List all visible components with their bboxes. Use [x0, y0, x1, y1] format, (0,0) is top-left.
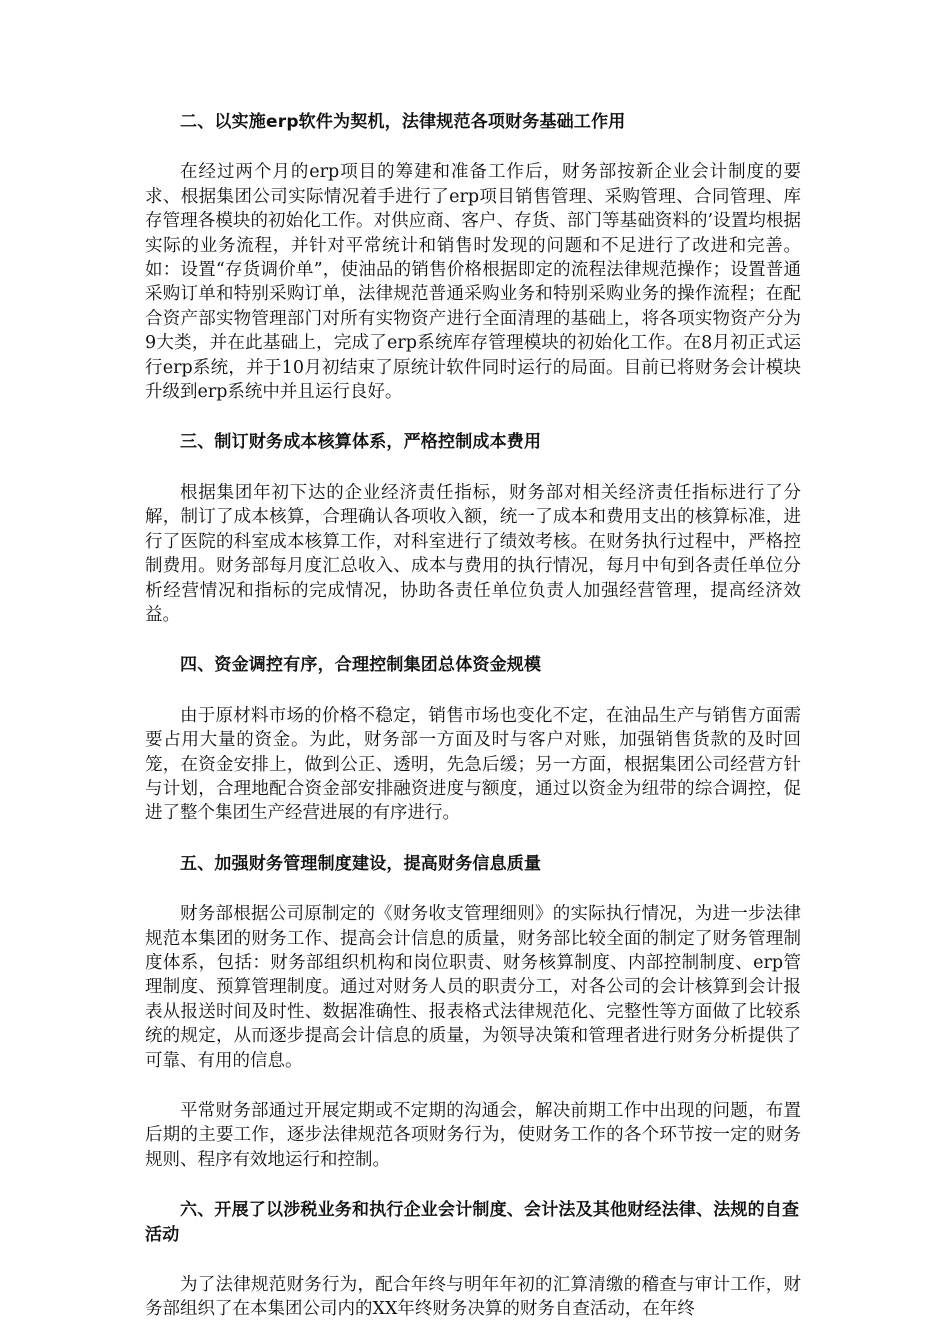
- section-paragraph: 根据集团年初下达的企业经济责任指标，财务部对相关经济责任指标进行了分解，制订了成本核算，合理确认各项收入额，统一了成本和费用支出的核算标准，进行了医院的科室成本核算工作，对科室进行了绩效考核。在财务执行过程中，严格控制费用。财务部每月度汇总收入、成本与费用的执行情况，每月中旬到各责任单位分析经营情况和指标的完成情况，协助各责任单位负责人加强经营管理，提高经济效益。: [145, 482, 801, 625]
- section-paragraph: 平常财务部通过开展定期或不定期的沟通会，解决前期工作中出现的问题，布置后期的主要工作，逐步法律规范各项财务行为，使财务工作的各个环节按一定的财务规则、程序有效地运行和控制。: [145, 1101, 801, 1170]
- section-paragraph: 在经过两个月的erp项目的筹建和准备工作后，财务部按新企业会计制度的要求、根据集团公司实际情况着手进行了erp项目销售管理、采购管理、合同管理、库存管理各模块的初始化工作。对供应商、客户、存货、部门等基础资料的’设置均根据实际的业务流程，并针对平常统计和销售时发现的问题和不足进行了改进和完善。如：设置“存货调价单”，使油品的销售价格根据即定的流程法律规范操作；设置普通采购订单和特别采购订单，法律规范普通采购业务和特别采购业务的操作流程；在配合资产部实物管理部门对所有实物资产进行全面清理的基础上，将各项实物资产分为9大类，并在此基础上，完成了erp系统库存管理模块的初始化工作。在8月初正式运行erp系统，并于10月初结束了原统计软件同时运行的局面。目前已将财务会计模块升级到erp系统中并且运行良好。: [145, 162, 801, 403]
- section-heading: 五、加强财务管理制度建设，提高财务信息质量: [180, 853, 542, 874]
- section-paragraph: 为了法律规范财务行为，配合年终与明年年初的汇算清缴的稽查与审计工作，财务部组织了在本集团公司内的XX年终财务决算的财务自查活动，在年终: [145, 1275, 801, 1320]
- section-heading: 六、开展了以涉税业务和执行企业会计制度、会计法及其他财经法律、法规的自查活动: [145, 1200, 800, 1245]
- document-body: [145, 110, 801, 1322]
- section-paragraph: 由于原材料市场的价格不稳定，销售市场也变化不定，在油品生产与销售方面需要占用大量的资金。为此，财务部一方面及时与客户对账，加强销售货款的及时回笼，在资金安排上，做到公正、透明，先急后缓；另一方面，根据集团公司经营方针与计划，合理地配合资金部安排融资进度与额度，通过以资金为纽带的综合调控，促进了整个集团生产经营进展的有序进行。: [145, 705, 801, 824]
- section-heading: 二、以实施erp软件为契机，法律规范各项财务基础工作用: [180, 112, 626, 132]
- section-paragraph: 财务部根据公司原制定的《财务收支管理细则》的实际执行情况，为进一步法律规范本集团的财务工作、提高会计信息的质量，财务部比较全面的制定了财务管理制度体系，包括：财务部组织机构和岗位职责、财务核算制度、内部控制制度、erp管理制度、预算管理制度。通过对财务人员的职责分工，对各公司的会计核算到会计报表从报送时间及时性、数据准确性、报表格式法律规范化、完整性等方面做了比较系统的规定，从而逐步提高会计信息的质量，为领导决策和管理者进行财务分析提供了可靠、有用的信息。: [145, 904, 801, 1071]
- section-heading: 三、制订财务成本核算体系，严格控制成本费用: [180, 432, 542, 453]
- section-heading: 四、资金调控有序，合理控制集团总体资金规模: [180, 655, 542, 676]
